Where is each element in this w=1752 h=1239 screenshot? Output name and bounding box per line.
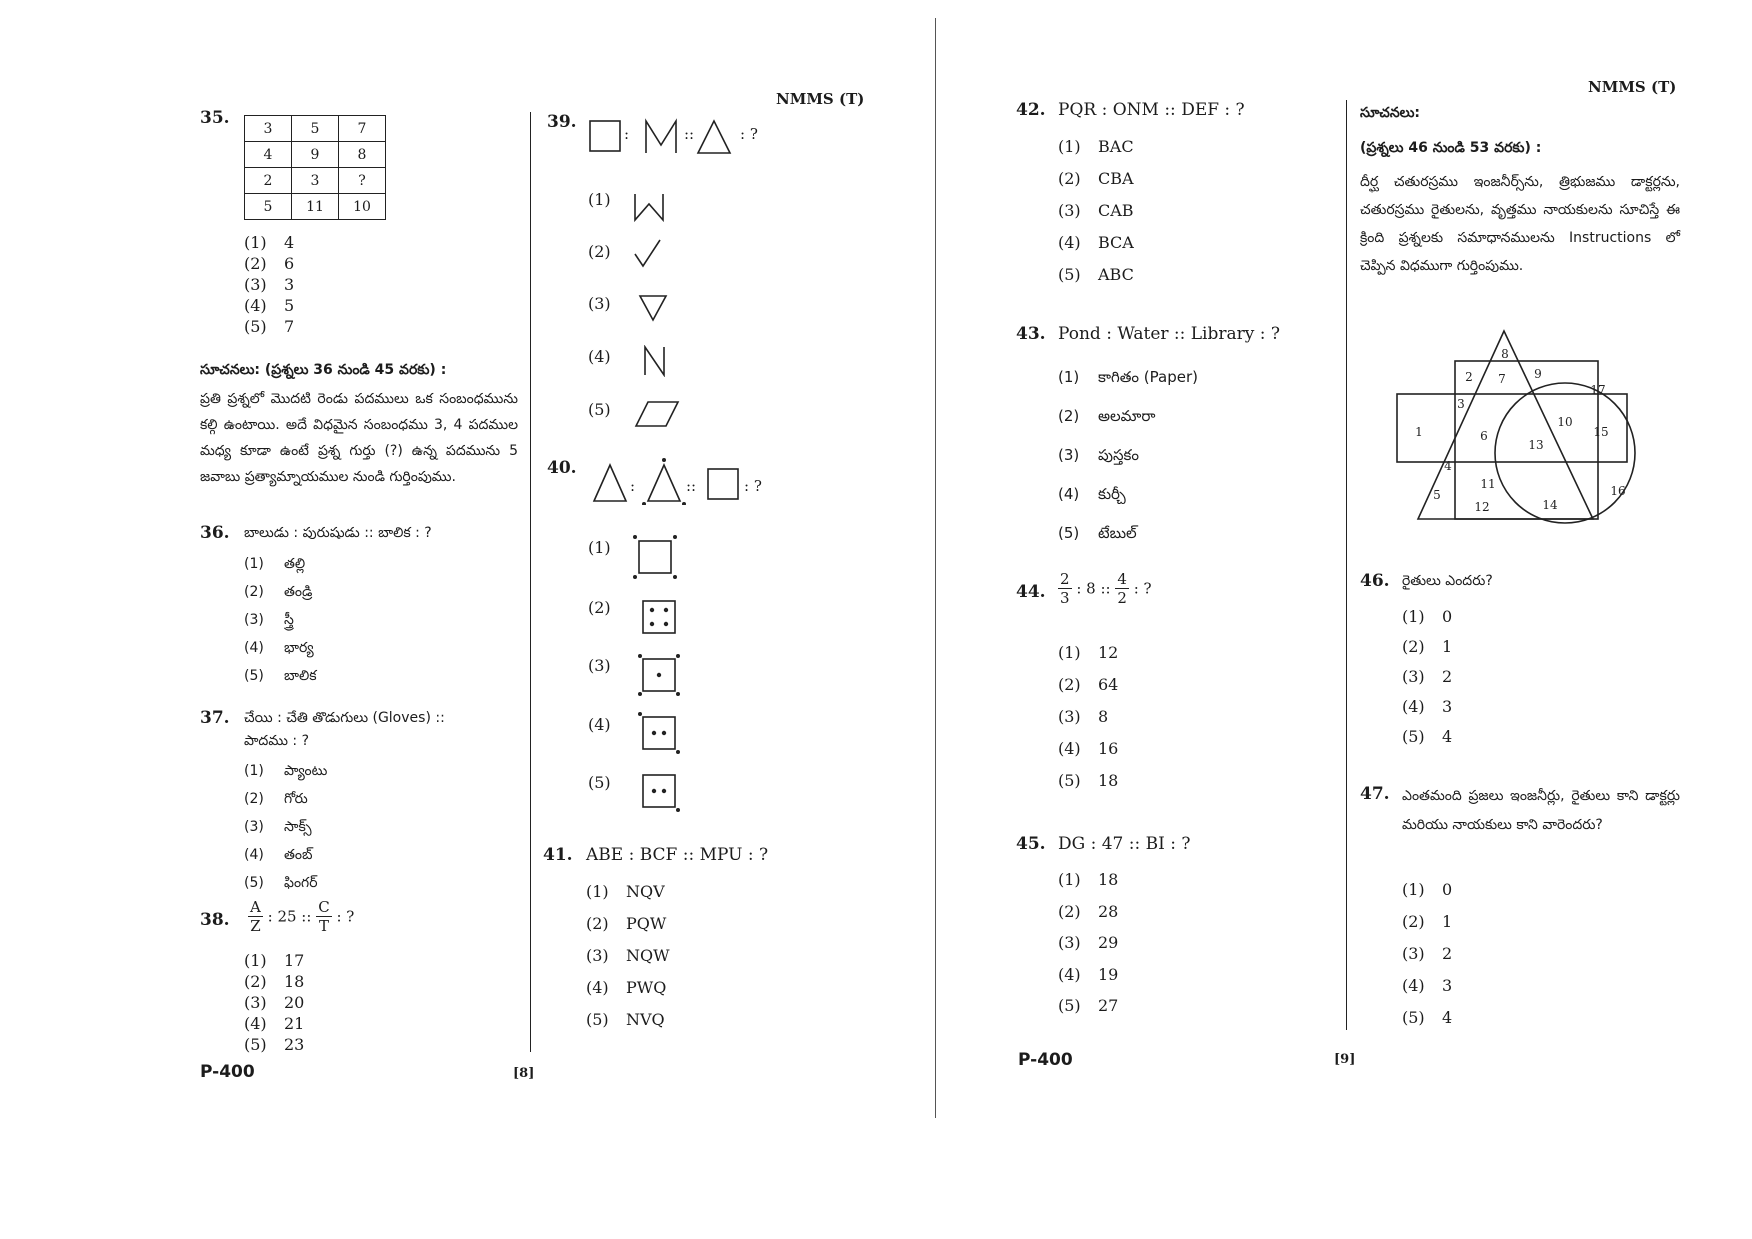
fraction-numerator: 4	[1117, 570, 1127, 588]
option[interactable]: (3) స్త్రీ	[244, 612, 294, 628]
option[interactable]: (2) PQW	[586, 914, 667, 933]
q44-options	[1058, 637, 1118, 797]
q45-text: DG : 47 :: BI : ?	[1058, 834, 1191, 854]
page-fold-line	[935, 18, 936, 1118]
q46-number: 46.	[1360, 571, 1390, 591]
q47-number: 47.	[1360, 784, 1390, 804]
option[interactable]: (2) 64	[1058, 675, 1119, 694]
option[interactable]: (2) 28	[1058, 901, 1119, 921]
right-footer-code: P-400	[1018, 1050, 1073, 1070]
fraction-denominator: T	[318, 917, 329, 935]
option[interactable]: (3) 20	[244, 993, 305, 1012]
option[interactable]: (1) ప్యాంటు	[244, 763, 328, 779]
region-label: 2	[1465, 370, 1473, 384]
q40-number: 40.	[547, 458, 577, 478]
q40-figure	[590, 455, 770, 505]
q38-end: : ?	[336, 907, 355, 926]
triangle-with-dots-shape	[648, 465, 680, 501]
q39-option-2-label[interactable]: (2)	[588, 242, 611, 261]
column-divider	[1346, 100, 1347, 1030]
option[interactable]: (2) అలమారా	[1058, 407, 1156, 425]
checkmark-shape-option[interactable]	[632, 238, 664, 270]
instructions-body: ప్రతి ప్రశ్నలో మొదటి రెండు పదములు ఒక సంబంధమును కల్గి ఉంటాయి. అదే విధమైన సంబంధము 3, 4 పదముల మధ్య కూడా ఉంటే ప్రశ్న గుర్తు (?) ఉన్న పదమును 5 జవాబు ప్రత్యామ్నాయముల నుండి గుర్తింపుము.	[200, 391, 518, 485]
q39-option-3-label[interactable]: (3)	[588, 294, 611, 313]
fraction-numerator: C	[318, 898, 330, 916]
option[interactable]: (1) 18	[1058, 870, 1119, 889]
option[interactable]: (2) 18	[244, 972, 305, 991]
option[interactable]: (1) 17	[244, 951, 305, 970]
option[interactable]: (5) 7	[244, 317, 295, 336]
q40-option-2-label[interactable]: (2)	[588, 598, 611, 617]
q39-option-1-label[interactable]: (1)	[588, 190, 611, 209]
option[interactable]: (4) భార్య	[244, 640, 314, 656]
q45-options	[1058, 864, 1118, 1022]
option[interactable]: (3) 2	[1402, 944, 1453, 963]
dot-shape	[662, 458, 666, 462]
option[interactable]: (3) NQW	[586, 946, 670, 965]
q38-options	[244, 950, 304, 1055]
q40-sym-colon: :	[630, 477, 636, 495]
option[interactable]: (3) పుస్తకం	[1058, 446, 1139, 464]
q36-options	[244, 550, 317, 690]
right-page-number: [9]	[1334, 1052, 1356, 1067]
option[interactable]: (1) BAC	[1058, 137, 1134, 156]
fraction-denominator: Z	[250, 917, 261, 935]
option[interactable]: (2) తండ్రి	[244, 584, 313, 600]
q46-options	[1402, 602, 1452, 752]
option[interactable]: (2) CBA	[1058, 169, 1134, 188]
left-page-number: [8]	[513, 1066, 535, 1081]
q40-sym-end: : ?	[744, 477, 762, 495]
option[interactable]: (2) గోరు	[244, 791, 308, 807]
option[interactable]: (1) 4	[244, 233, 295, 252]
column-divider	[530, 112, 531, 1052]
q44-middle: : 8 ::	[1076, 579, 1111, 598]
option[interactable]: (3) 2	[1402, 667, 1453, 686]
option[interactable]: (4) కుర్చీ	[1058, 485, 1126, 503]
region-label: 17	[1590, 383, 1606, 397]
square-two-dots-option[interactable]	[636, 710, 682, 756]
option[interactable]: (3) సాక్స్	[244, 819, 312, 835]
option[interactable]: (5) 18	[1058, 771, 1119, 790]
inverted-triangle-shape-option[interactable]	[638, 294, 668, 322]
option[interactable]: (1) 0	[1402, 607, 1453, 626]
q39-sym-dcolon: ::	[684, 125, 695, 143]
option[interactable]: (5) బాలిక	[244, 668, 317, 684]
q39-sym-colon: :	[624, 125, 630, 143]
option[interactable]: (5) 4	[1402, 727, 1453, 746]
q47-options	[1402, 874, 1452, 1034]
q42-number: 42.	[1016, 100, 1046, 120]
instructions-title: సూచనలు:	[1360, 105, 1421, 121]
square-corner-dots-option[interactable]	[630, 532, 680, 582]
q41-text: ABE : BCF :: MPU : ?	[586, 845, 769, 865]
q40-option-3-label[interactable]: (3)	[588, 656, 611, 675]
region-label: 16	[1610, 484, 1626, 498]
option[interactable]: (4) తంబ్	[244, 847, 313, 863]
instructions-title: సూచనలు: (ప్రశ్నలు 36 నుండి 45 వరకు) :	[200, 362, 447, 378]
q45-number: 45.	[1016, 834, 1046, 854]
q44-number: 44.	[1016, 582, 1046, 602]
square-center-dot-option[interactable]	[636, 652, 682, 698]
option[interactable]: (4) 3	[1402, 697, 1453, 716]
option[interactable]: (5) 23	[244, 1035, 305, 1054]
q44-end: : ?	[1133, 579, 1152, 598]
q38-number: 38.	[200, 910, 230, 930]
m-shape	[646, 121, 676, 153]
option[interactable]: (2) 1	[1402, 637, 1453, 656]
dot-shape	[682, 502, 686, 505]
region-label: 15	[1593, 425, 1609, 439]
fraction-numerator: 2	[1060, 570, 1070, 588]
region-label: 1	[1415, 425, 1423, 439]
option[interactable]: (3) 3	[244, 275, 295, 294]
q40-option-1-label[interactable]: (1)	[588, 538, 611, 557]
q39-number: 39.	[547, 112, 577, 132]
q42-text: PQR : ONM :: DEF : ?	[1058, 100, 1245, 120]
region-label: 9	[1534, 367, 1542, 381]
option[interactable]: (4) 5	[244, 296, 295, 315]
q40-option-4-label[interactable]: (4)	[588, 715, 611, 734]
option[interactable]: (4) 3	[1402, 976, 1453, 995]
region-label: 4	[1444, 459, 1452, 473]
option[interactable]: (4) 19	[1058, 964, 1119, 984]
q46-text: రైతులు ఎందరు?	[1402, 573, 1493, 589]
q38-middle: : 25 ::	[267, 907, 312, 926]
region-label: 11	[1480, 477, 1496, 491]
q44-question	[1058, 570, 1152, 607]
region-label: 3	[1457, 397, 1465, 411]
square-shape	[590, 121, 620, 151]
region-label: 13	[1528, 438, 1544, 452]
q37-number: 37.	[200, 708, 230, 728]
q40-option-5-label[interactable]: (5)	[588, 773, 611, 792]
left-page-header: NMMS (T)	[776, 90, 865, 108]
q37-text-line2: పాదము : ?	[244, 733, 310, 749]
region-label: 10	[1557, 415, 1573, 429]
option[interactable]: (5) 27	[1058, 996, 1119, 1015]
triangle-shape	[594, 465, 626, 501]
instructions-subtitle: (ప్రశ్నలు 46 నుండి 53 వరకు) :	[1360, 140, 1542, 156]
q36-number: 36.	[200, 523, 230, 543]
q43-text: Pond : Water :: Library : ?	[1058, 324, 1281, 344]
fraction-denominator: 2	[1117, 589, 1127, 607]
fraction-denominator: 3	[1060, 589, 1070, 607]
fraction-numerator: A	[250, 898, 261, 916]
q39-sym-end: : ?	[740, 125, 758, 143]
n-shape-option[interactable]	[642, 345, 668, 377]
left-footer-code: P-400	[200, 1062, 255, 1082]
option[interactable]: (3) CAB	[1058, 201, 1134, 220]
option[interactable]: (1) తల్లి	[244, 556, 306, 572]
option[interactable]: (5) NVQ	[586, 1010, 665, 1029]
dot-shape	[642, 502, 646, 505]
q42-options	[1058, 131, 1134, 291]
option[interactable]: (4) BCA	[1058, 233, 1134, 252]
option[interactable]: (1) NQV	[586, 882, 665, 901]
triangle-shape	[698, 121, 730, 153]
q37-text-line1: చేయి : చేతి తొడుగులు (Gloves) ::	[244, 710, 445, 726]
q35-number-grid: 3 5 7 4 9 8 2 3 ? 5 11 10	[244, 115, 386, 220]
option[interactable]: (4) PWQ	[586, 978, 667, 997]
option[interactable]: (3) 8	[1058, 707, 1109, 726]
q37-options	[244, 757, 327, 897]
instructions-body: దీర్ఘ చతురస్రము ఇంజనీర్స్‌ను, త్రిభుజము డాక్టర్లను, చతురస్రము రైతులను, వృత్తము నాయకులను సూచిస్తే ఈ క్రింది ప్రశ్నలకు సమాధానములను Instructions లో చెప్పిన విధముగా గుర్తింపుము.	[1360, 174, 1680, 274]
option[interactable]: (3) 29	[1058, 933, 1119, 952]
circle-shape	[1495, 383, 1635, 523]
q40-sym-dcolon: ::	[686, 477, 697, 495]
region-label: 5	[1433, 488, 1441, 502]
venn-diagram	[1390, 328, 1670, 538]
option[interactable]: (2) 1	[1402, 912, 1453, 931]
square-four-inner-dots-option[interactable]	[640, 598, 678, 636]
q47-text: ఎంతమంది ప్రజలు ఇంజనీర్లు, రైతులు కాని డాక్టర్లు మరియు నాయకులు కాని వారెందరు?	[1402, 788, 1680, 833]
q41-options	[586, 876, 670, 1036]
q39-option-5-label[interactable]: (5)	[588, 400, 611, 419]
square-two-dots-corner-option[interactable]	[636, 768, 682, 814]
option[interactable]: (5) 4	[1402, 1008, 1453, 1027]
region-label: 14	[1542, 498, 1558, 512]
q41-number: 41.	[543, 845, 573, 865]
q39-option-4-label[interactable]: (4)	[588, 347, 611, 366]
right-page-header: NMMS (T)	[1588, 78, 1677, 96]
option[interactable]: (4) 21	[244, 1014, 305, 1033]
region-label: 7	[1498, 372, 1506, 386]
option[interactable]: (5) ఫింగర్	[244, 875, 318, 891]
q36-text: బాలుడు : పురుషుడు :: బాలిక : ?	[244, 525, 432, 541]
option[interactable]: (1) 0	[1402, 880, 1453, 899]
region-label: 12	[1474, 500, 1490, 514]
w-shape-option[interactable]	[632, 192, 668, 222]
region-label: 6	[1480, 429, 1488, 443]
square-shape	[708, 469, 738, 499]
option[interactable]: (1) కాగితం (Paper)	[1058, 368, 1198, 386]
q43-number: 43.	[1016, 324, 1046, 344]
option[interactable]: (5) టేబుల్	[1058, 524, 1137, 542]
q43-options	[1058, 358, 1198, 553]
option[interactable]: (4) 16	[1058, 739, 1119, 758]
option[interactable]: (1) 12	[1058, 643, 1119, 662]
option[interactable]: (2) 6	[244, 254, 295, 273]
region-label: 8	[1501, 347, 1509, 361]
q38-question	[248, 898, 354, 935]
q35-number: 35.	[200, 108, 230, 128]
option[interactable]: (5) ABC	[1058, 265, 1134, 284]
parallelogram-shape-option[interactable]	[634, 400, 680, 428]
q35-options	[244, 232, 294, 337]
